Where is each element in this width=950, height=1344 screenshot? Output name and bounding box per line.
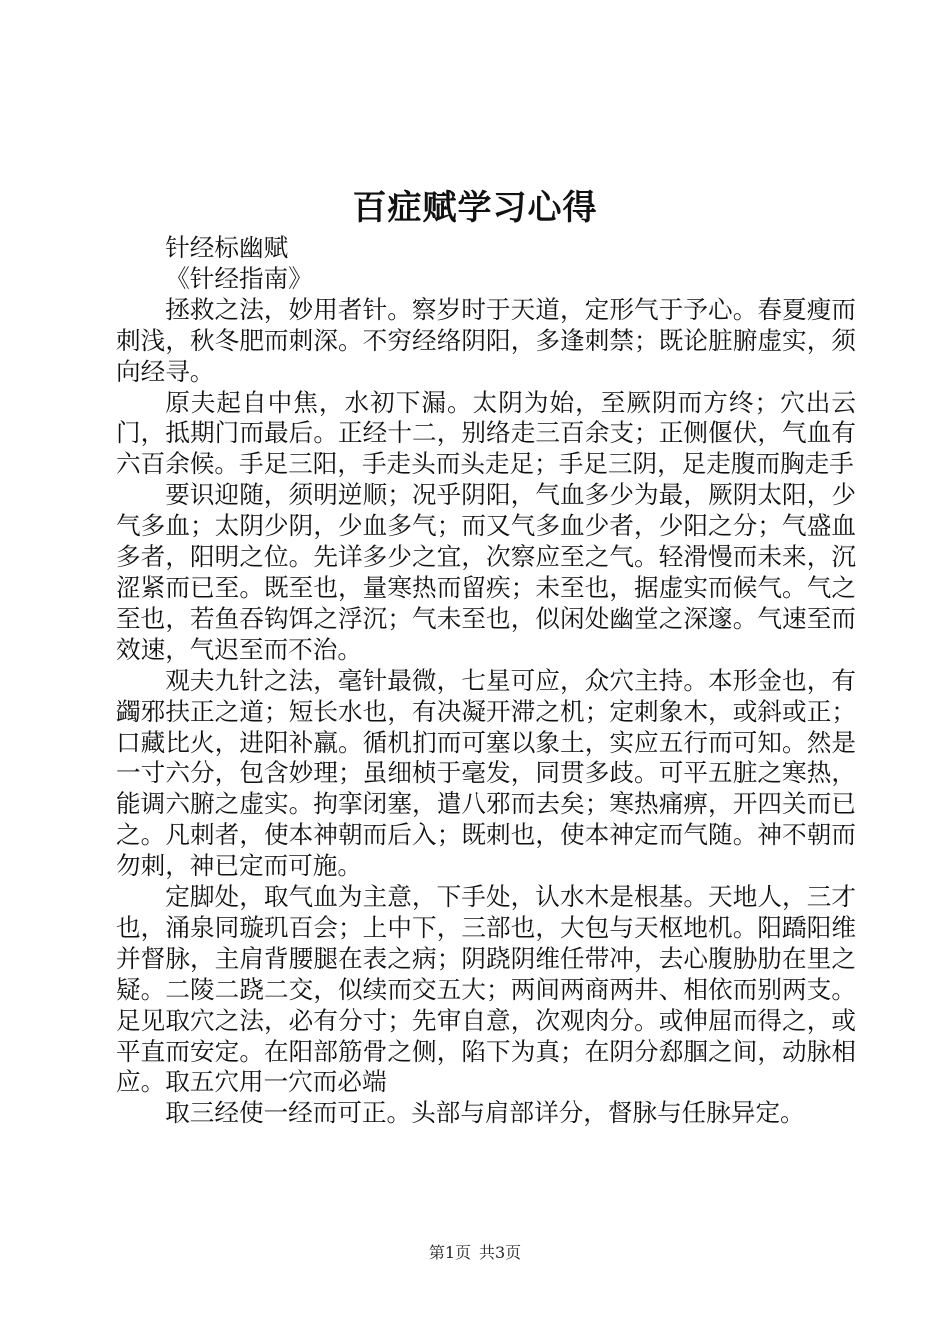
paragraph: 原夫起自中焦，水初下漏。太阴为始，至厥阴而方终；穴出云门，抵期门而最后。正经十二，别络走三百余支；正侧偃伏，气血有六百余候。手足三阳，手走头而头走足；手足三阴，足走腹而胸走手 — [116, 387, 856, 479]
document-body — [116, 233, 856, 1129]
page-number: 第1页 — [428, 1243, 471, 1262]
page-footer — [0, 1241, 950, 1265]
paragraph: 取三经使一经而可正。头部与肩部详分，督脉与任脉异定。 — [165, 1098, 805, 1128]
paragraph: 定脚处，取气血为主意，下手处，认水木是根基。天地人，三才也，涌泉同璇玑百会；上中下，三部也，大包与天枢地机。阳蹻阳维并督脉，主肩背腰腿在表之病；阴跷阴维任带冲，去心腹胁肋在里之疑。二陵二跷二交，似续而交五大；两间两商两井、相依而别两支。足见取穴之法，必有分寸；先审自意，次观肉分。或伸屈而得之，或平直而安定。在阳部筋骨之侧，陷下为真；在阴分郄腘之间，动脉相应。取五穴用一穴而必端 — [116, 882, 856, 1097]
paragraph: 观夫九针之法，毫针最微，七星可应，众穴主持。本形金也，有蠲邪扶正之道；短长水也，有决凝开滞之机；定刺象木，或斜或正；口藏比火，进阳补羸。循机扪而可塞以象土，实应五行而可知。然是一寸六分，包含妙理；虽细桢于毫发，同贯多歧。可平五脏之寒热，能调六腑之虚实。拘挛闭塞，遣八邪而去矣；寒热痛痹，开四关而已之。凡刺者，使本神朝而后入；既刺也，使本神定而气随。神不朝而勿刺，神已定而可施。 — [116, 665, 856, 881]
page-total: 共3页 — [479, 1243, 522, 1262]
paragraph: 要识迎随，须明逆顺；况乎阴阳，气血多少为最，厥阴太阳，少气多血；太阴少阴，少血多气；而又气多血少者，少阳之分；气盛血多者，阳明之位。先详多少之宜，次察应至之气。轻滑慢而未来，沉涩紧而已至。既至也，量寒热而留疾；未至也，据虚实而候气。气之至也，若鱼吞钩饵之浮沉；气未至也，似闲处幽堂之深邃。气速至而效速，气迟至而不治。 — [116, 480, 856, 664]
paragraph: 拯救之法，妙用者针。察岁时于天道，定形气于予心。春夏瘦而刺浅，秋冬肥而刺深。不穷经络阴阳，多逢刺禁；既论脏腑虚实，须向经寻。 — [116, 294, 856, 386]
paragraph-subtitle: 针经标幽赋 — [165, 233, 289, 262]
paragraph-source: 《针经指南》 — [165, 263, 313, 293]
document-title: 百症赋学习心得 — [352, 188, 598, 228]
